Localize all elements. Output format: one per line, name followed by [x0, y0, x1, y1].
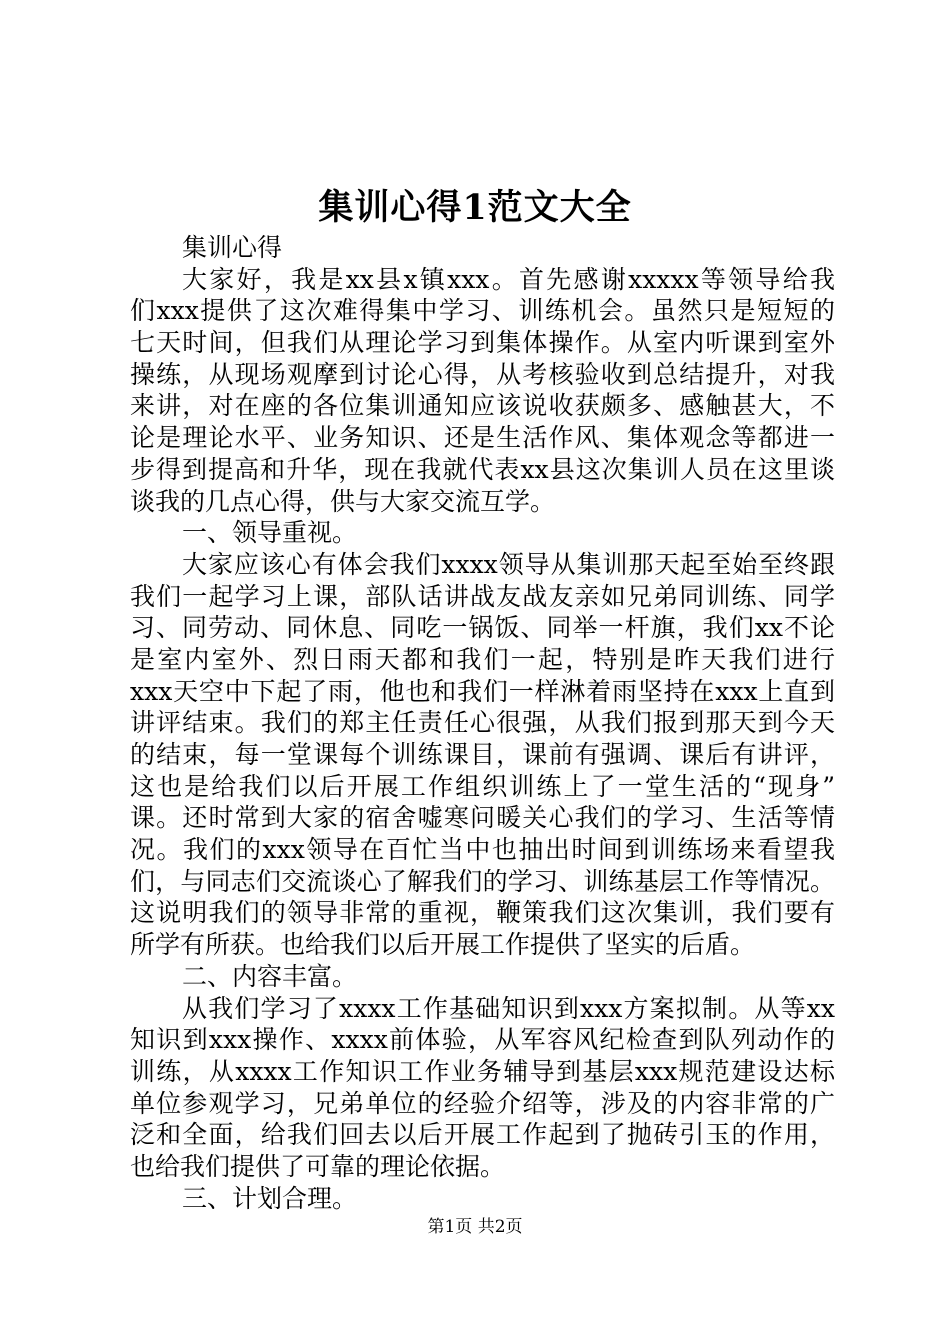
text-line: 一、领导重视。	[182, 518, 358, 548]
text-line: 二、内容丰富。	[182, 961, 358, 991]
text-line: 这也是给我们以后开展工作组织训练上了一堂生活的“现身”	[130, 771, 835, 801]
text-line: 我们一起学习上课，部队话讲战友战友亲如兄弟同训练、同学	[130, 581, 835, 611]
text-line: 习、同劳动、同休息、同吃一锅饭、同举一杆旗，我们xx不论	[130, 613, 835, 643]
page-footer: 第1页 共2页	[427, 1217, 523, 1237]
text-line: 三、计划合理。	[182, 1183, 358, 1213]
text-line: 从我们学习了xxxx工作基础知识到xxx方案拟制。从等xx	[182, 993, 835, 1023]
text-line: 论是理论水平、业务知识、还是生活作风、集体观念等都进一	[130, 423, 835, 453]
text-line: 况。我们的xxx领导在百忙当中也抽出时间到训练场来看望我	[130, 835, 835, 865]
text-line: 单位参观学习，兄弟单位的经验介绍等，涉及的内容非常的广	[130, 1088, 835, 1118]
text-line: 操练，从现场观摩到讨论心得，从考核验收到总结提升，对我	[130, 359, 835, 389]
text-line: 们，与同志们交流谈心了解我们的学习、训练基层工作等情况。	[130, 866, 835, 896]
document-title: 集训心得1范文大全	[318, 187, 632, 228]
text-line: xxx天空中下起了雨，他也和我们一样淋着雨坚持在xxx上直到	[130, 676, 835, 706]
text-line: 步得到提高和升华，现在我就代表xx县这次集训人员在这里谈	[130, 454, 835, 484]
text-line: 大家好，我是xx县x镇xxx。首先感谢xxxxx等领导给我	[182, 264, 835, 294]
text-line: 们xxx提供了这次难得集中学习、训练机会。虽然只是短短的	[130, 296, 835, 326]
text-line: 课。还时常到大家的宿舍嘘寒问暖关心我们的学习、生活等情	[130, 803, 835, 833]
text-line: 七天时间，但我们从理论学习到集体操作。从室内听课到室外	[130, 328, 835, 358]
text-line: 谈我的几点心得，供与大家交流互学。	[130, 486, 556, 516]
text-line: 这说明我们的领导非常的重视，鞭策我们这次集训，我们要有	[130, 898, 835, 928]
document-body	[130, 232, 835, 1214]
text-line: 训练，从xxxx工作知识工作业务辅导到基层xxx规范建设达标	[130, 1056, 835, 1086]
text-line: 也给我们提供了可靠的理论依据。	[130, 1151, 506, 1181]
text-line: 所学有所获。也给我们以后开展工作提供了坚实的后盾。	[130, 930, 756, 960]
text-line: 来讲，对在座的各位集训通知应该说收获颇多、感触甚大，不	[130, 391, 835, 421]
text-line: 集训心得	[182, 233, 283, 262]
text-line: 的结束，每一堂课每个训练课目，课前有强调、课后有讲评，	[130, 740, 835, 769]
text-line: 知识到xxx操作、xxxx前体验，从军容风纪检查到队列动作的	[130, 1025, 835, 1055]
text-line: 是室内室外、烈日雨天都和我们一起，特别是昨天我们进行	[130, 644, 835, 674]
text-line: 大家应该心有体会我们xxxx领导从集训那天起至始至终跟	[182, 549, 835, 579]
text-line: 泛和全面，给我们回去以后开展工作起到了抛砖引玉的作用，	[130, 1120, 835, 1150]
text-line: 讲评结束。我们的郑主任责任心很强，从我们报到那天到今天	[130, 708, 835, 738]
